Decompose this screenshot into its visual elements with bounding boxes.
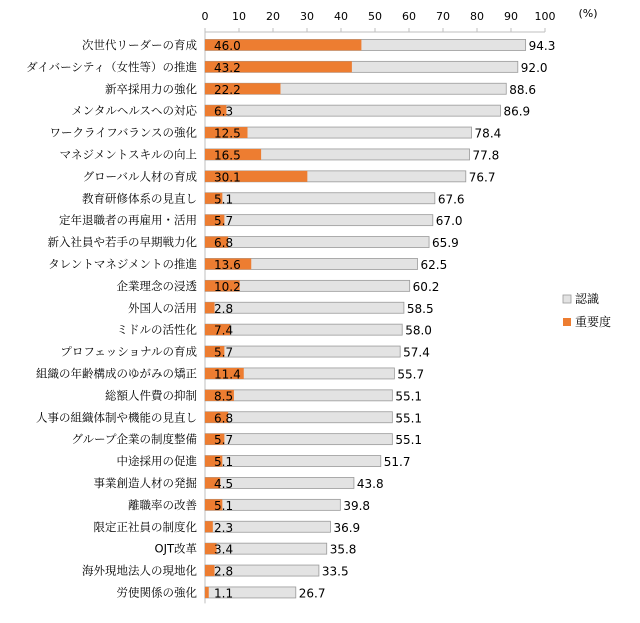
recognition-value-label: 57.4 xyxy=(403,345,430,360)
bar-recognition xyxy=(205,236,429,251)
legend-swatch-importance xyxy=(563,318,571,326)
bar-recognition xyxy=(205,324,402,335)
legend-swatch-recognition xyxy=(563,295,571,303)
importance-value-label: 2.8 xyxy=(214,301,234,316)
importance-value-label: 43.2 xyxy=(214,60,241,75)
importance-value-label: 30.1 xyxy=(214,170,241,185)
category-label: プロフェッショナルの育成 xyxy=(60,344,197,359)
bar-importance xyxy=(205,521,213,532)
category-label: 労使関係の強化 xyxy=(116,585,197,600)
category-label: ワークライフバランスの強化 xyxy=(49,125,197,140)
category-label: 定年退職者の再雇用・活用 xyxy=(59,213,197,228)
recognition-value-label: 62.5 xyxy=(420,257,448,272)
x-tick-label: 60 xyxy=(402,10,416,23)
bar-importance xyxy=(205,587,209,598)
importance-value-label: 5.1 xyxy=(214,192,234,207)
category-label: マネジメントスキルの向上 xyxy=(59,147,197,162)
legend-label-importance: 重要度 xyxy=(575,315,612,329)
importance-value-label: 6.8 xyxy=(214,411,234,426)
bars xyxy=(205,39,555,601)
recognition-value-label: 35.8 xyxy=(329,542,357,557)
category-label: 総額人件費の抑制 xyxy=(105,388,197,403)
category-label: 海外現地法人の現地化 xyxy=(82,563,197,578)
importance-value-label: 3.4 xyxy=(214,542,234,557)
category-label: グローバル人材の育成 xyxy=(82,169,197,184)
recognition-value-label: 86.9 xyxy=(503,104,531,119)
recognition-value-label: 55.1 xyxy=(395,433,423,448)
bar-recognition xyxy=(205,433,392,448)
category-label: 外国人の活用 xyxy=(128,300,197,315)
legend-label-recognition: 認識 xyxy=(575,292,600,306)
category-label: タレントマネジメントの推進 xyxy=(48,256,197,271)
importance-value-label: 1.1 xyxy=(214,586,234,601)
recognition-value-label: 36.9 xyxy=(333,520,361,535)
x-tick-label: 40 xyxy=(334,10,348,23)
bar-recognition xyxy=(205,214,433,229)
category-label: 人事の組織体制や機能の見直し xyxy=(36,410,197,425)
recognition-value-label: 76.7 xyxy=(468,170,496,185)
importance-value-label: 16.5 xyxy=(214,148,241,163)
recognition-value-label: 92.0 xyxy=(520,60,548,75)
recognition-value-label: 39.8 xyxy=(343,498,371,513)
category-label: メンタルヘルスへの対応 xyxy=(71,103,197,118)
importance-value-label: 5.1 xyxy=(214,498,234,513)
importance-value-label: 6.3 xyxy=(214,104,234,119)
category-label: 限定正社員の制度化 xyxy=(93,519,197,534)
category-label: 組織の年齢構成のゆがみの矯正 xyxy=(36,366,197,381)
recognition-value-label: 51.7 xyxy=(383,455,411,470)
x-tick-label: 90 xyxy=(504,10,518,23)
bar-recognition xyxy=(205,346,400,357)
category-label: ミドルの活性化 xyxy=(116,322,197,337)
category-label: ダイバーシティ（女性等）の推進 xyxy=(26,59,197,74)
category-label: 事業創造人材の発掘 xyxy=(93,475,197,490)
importance-value-label: 10.2 xyxy=(214,279,241,294)
category-label: 教育研修体系の見直し xyxy=(82,191,197,206)
category-labels xyxy=(26,38,197,600)
recognition-value-label: 67.6 xyxy=(437,192,465,207)
importance-value-label: 7.4 xyxy=(214,323,234,338)
recognition-value-label: 88.6 xyxy=(509,82,536,97)
category-label: 企業理念の浸透 xyxy=(116,278,197,293)
importance-value-label: 4.5 xyxy=(214,476,234,491)
importance-value-label: 12.5 xyxy=(214,126,241,141)
category-label: 新入社員や若手の早期戦力化 xyxy=(47,235,197,250)
importance-value-label: 6.8 xyxy=(214,236,234,251)
importance-value-label: 8.5 xyxy=(214,389,234,404)
recognition-value-label: 33.5 xyxy=(321,564,349,579)
x-tick-label: 70 xyxy=(436,10,450,23)
recognition-value-label: 26.7 xyxy=(298,586,326,601)
recognition-value-label: 77.8 xyxy=(472,148,500,163)
category-label: 中途採用の促進 xyxy=(116,454,197,469)
category-label: OJT改革 xyxy=(154,541,197,556)
legend xyxy=(563,292,611,329)
importance-value-label: 2.3 xyxy=(214,520,234,535)
recognition-value-label: 78.4 xyxy=(474,126,502,141)
unit-label: (%) xyxy=(578,7,598,20)
importance-value-label: 11.4 xyxy=(214,367,241,382)
category-label: 次世代リーダーの育成 xyxy=(82,37,197,52)
importance-value-label: 5.1 xyxy=(214,455,234,470)
recognition-value-label: 55.7 xyxy=(397,367,425,382)
bar-recognition xyxy=(205,192,435,207)
importance-value-label: 2.8 xyxy=(214,564,234,579)
importance-value-label: 22.2 xyxy=(214,82,241,97)
recognition-value-label: 58.5 xyxy=(406,301,434,316)
x-tick-label: 80 xyxy=(470,10,484,23)
category-label: グループ企業の制度整備 xyxy=(71,432,197,447)
bar-recognition xyxy=(205,411,392,426)
x-tick-label: 20 xyxy=(266,10,280,23)
bar-recognition xyxy=(205,105,500,116)
importance-value-label: 5.7 xyxy=(214,433,234,448)
recognition-value-label: 55.1 xyxy=(395,389,423,404)
importance-value-label: 5.7 xyxy=(214,214,234,229)
bar-recognition xyxy=(205,302,404,313)
importance-value-label: 5.7 xyxy=(214,345,234,360)
category-label: 新卒採用力の強化 xyxy=(105,81,197,96)
recognition-value-label: 60.2 xyxy=(412,279,440,294)
x-tick-label: 10 xyxy=(232,10,246,23)
recognition-value-label: 43.8 xyxy=(356,476,384,491)
x-tick-label: 50 xyxy=(368,10,382,23)
recognition-value-label: 67.0 xyxy=(435,214,463,229)
x-tick-label: 30 xyxy=(300,10,314,23)
recognition-value-label: 55.1 xyxy=(395,411,423,426)
importance-value-label: 46.0 xyxy=(214,38,241,53)
recognition-value-label: 94.3 xyxy=(528,38,556,53)
category-label: 離職率の改善 xyxy=(128,497,197,512)
recognition-value-label: 65.9 xyxy=(432,236,459,251)
importance-value-label: 13.6 xyxy=(214,257,241,272)
x-tick-label: 100 xyxy=(534,10,556,23)
recognition-value-label: 58.0 xyxy=(405,323,432,338)
x-tick-label: 0 xyxy=(201,10,209,23)
